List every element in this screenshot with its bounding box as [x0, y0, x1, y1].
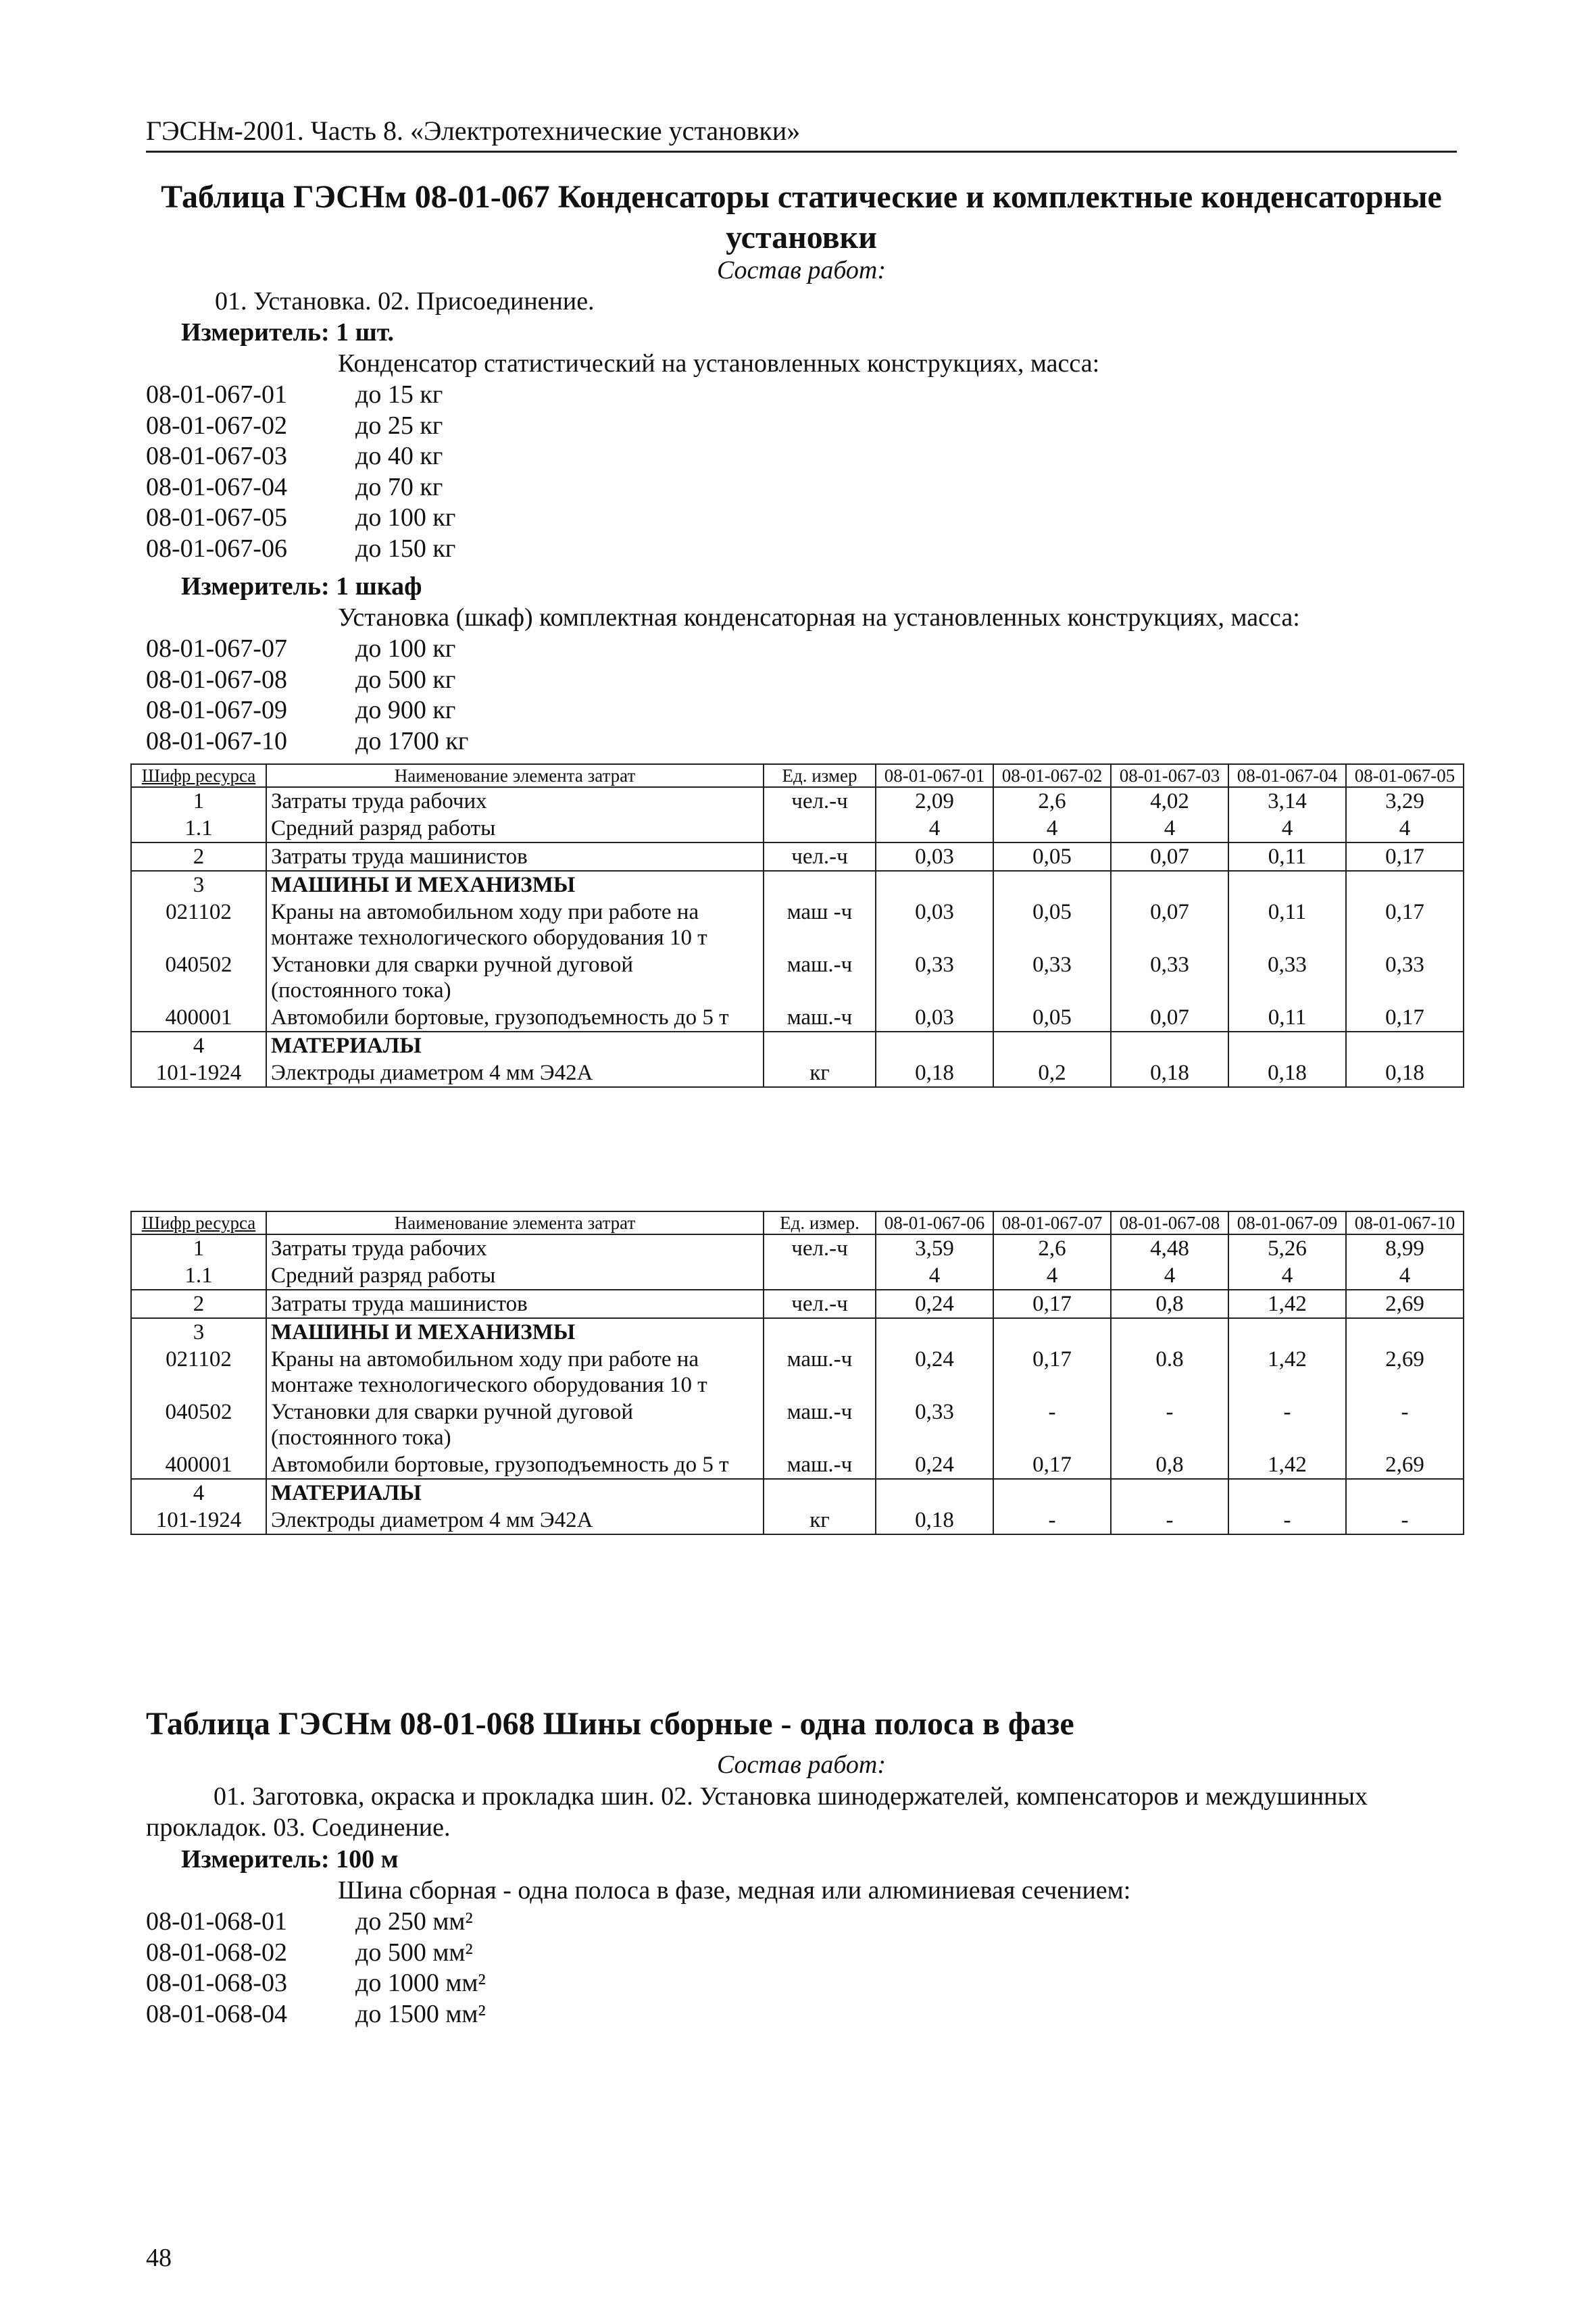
item-list-068 — [146, 1907, 486, 2030]
cell-code: 1 — [131, 1234, 266, 1262]
cell-empty — [993, 1479, 1111, 1507]
cell-value: 0,18 — [1228, 1059, 1346, 1087]
cell-value: 4,48 — [1111, 1234, 1228, 1262]
cell-value: 0,11 — [1228, 842, 1346, 871]
cell-empty — [1228, 1318, 1346, 1346]
item-text: до 500 кг — [355, 665, 456, 694]
cell-unit: маш.-ч — [764, 1004, 876, 1032]
cell-empty — [764, 1032, 876, 1059]
cell-value: 4 — [1228, 815, 1346, 842]
list-item — [146, 634, 468, 665]
composition-text-068: 01. Заготовка, окраска и прокладка шин. 02. Установка шинодержателей, компенсаторов и междушинных прокладок. 03. Соединение. — [146, 1782, 1368, 1842]
cell-empty — [1346, 1032, 1464, 1059]
cell-unit: кг — [764, 1507, 876, 1534]
description-1: Конденсатор статистический на установленных конструкциях, масса: — [338, 349, 1100, 378]
cell-value: 4 — [1228, 1262, 1346, 1290]
cell-unit: маш.-ч — [764, 1399, 876, 1451]
table-row — [131, 871, 1464, 899]
item-list-1 — [146, 380, 455, 564]
cell-value: 0.8 — [1111, 1346, 1228, 1399]
cell-name: Установки для сварки ручной дуговой (постоянного тока) — [266, 951, 764, 1004]
cell-name: МАШИНЫ И МЕХАНИЗМЫ — [266, 1318, 764, 1346]
item-text: до 100 кг — [355, 503, 456, 532]
cell-name: МАШИНЫ И МЕХАНИЗМЫ — [266, 871, 764, 899]
cell-empty — [993, 1318, 1111, 1346]
cell-value: 2,09 — [876, 787, 993, 815]
composition-label-068: Состав работ: — [716, 1751, 887, 1779]
cell-value: 0,03 — [876, 1004, 993, 1032]
cell-code: 1.1 — [131, 815, 266, 842]
list-item — [146, 1968, 486, 1999]
cell-unit: маш -ч — [764, 899, 876, 951]
item-text: до 1500 мм² — [355, 1999, 486, 2028]
item-text: до 100 кг — [355, 634, 456, 663]
cell-unit: чел.-ч — [764, 1234, 876, 1262]
cell-name: Затраты труда машинистов — [266, 1290, 764, 1318]
cell-value: 0,05 — [993, 842, 1111, 871]
cell-name: Краны на автомобильном ходу при работе на монтаже технологического оборудования 10 т — [266, 1346, 764, 1399]
cell-unit: чел.-ч — [764, 842, 876, 871]
header-unit: Ед. измер. — [764, 1211, 876, 1234]
list-item — [146, 665, 468, 696]
item-code: 08-01-068-02 — [146, 1938, 287, 1967]
cell-code: 3 — [131, 871, 266, 899]
table-row — [131, 1451, 1464, 1479]
item-code: 08-01-067-06 — [146, 534, 287, 563]
cell-value: 2,6 — [993, 1234, 1111, 1262]
table-header-row — [131, 1211, 1464, 1234]
cell-value: - — [1111, 1507, 1228, 1534]
cell-unit: маш.-ч — [764, 1346, 876, 1399]
header-code: Шифр ресурса — [131, 764, 266, 787]
cell-value: 0,07 — [1111, 842, 1228, 871]
item-code: 08-01-067-09 — [146, 696, 287, 724]
cell-unit — [764, 1262, 876, 1290]
cell-code: 040502 — [131, 1399, 266, 1451]
item-code: 08-01-067-10 — [146, 726, 287, 755]
table-row — [131, 951, 1464, 1004]
cell-name: Электроды диаметром 4 мм Э42А — [266, 1507, 764, 1534]
item-code: 08-01-067-07 — [146, 634, 287, 663]
cell-value: 0,17 — [1346, 842, 1464, 871]
cell-value: 0,11 — [1228, 1004, 1346, 1032]
header-column-code: 08-01-067-09 — [1228, 1211, 1346, 1234]
table-row — [131, 1399, 1464, 1451]
cell-value: 1,42 — [1228, 1346, 1346, 1399]
table-row — [131, 842, 1464, 871]
cell-value: 0,17 — [993, 1346, 1111, 1399]
list-item — [146, 1938, 486, 1969]
cell-value: - — [993, 1399, 1111, 1451]
table-row — [131, 1290, 1464, 1318]
cell-empty — [876, 1479, 993, 1507]
description-068: Шина сборная - одна полоса в фазе, медная или алюминиевая сечением: — [338, 1876, 1131, 1905]
cell-value: 4 — [993, 815, 1111, 842]
header-column-code: 08-01-067-10 — [1346, 1211, 1464, 1234]
table-067-title: Таблица ГЭСНм 08-01-067 Конденсаторы статические и комплектные конденсаторные установки — [161, 179, 1442, 255]
cell-empty — [1111, 1479, 1228, 1507]
cell-value: 0,24 — [876, 1346, 993, 1399]
cell-value: 0,24 — [876, 1290, 993, 1318]
composition-text-067: 01. Установка. 02. Присоединение. — [215, 287, 595, 316]
cell-empty — [1346, 871, 1464, 899]
cell-name: Средний разряд работы — [266, 1262, 764, 1290]
cell-empty — [1346, 1479, 1464, 1507]
cell-code: 3 — [131, 1318, 266, 1346]
list-item — [146, 726, 468, 757]
cell-value: 3,14 — [1228, 787, 1346, 815]
cell-value: 8,99 — [1346, 1234, 1464, 1262]
cell-name: Затраты труда рабочих — [266, 787, 764, 815]
table-row — [131, 787, 1464, 815]
list-item — [146, 534, 455, 565]
cell-value: 0,17 — [993, 1290, 1111, 1318]
cell-value: 0,03 — [876, 899, 993, 951]
list-item — [146, 441, 455, 472]
header-name: Наименование элемента затрат — [266, 764, 764, 787]
page-number: 48 — [146, 2244, 172, 2272]
item-code: 08-01-068-03 — [146, 1969, 287, 1997]
list-item — [146, 380, 455, 411]
table-row — [131, 815, 1464, 842]
cell-value: 1,42 — [1228, 1290, 1346, 1318]
cell-value: 0,03 — [876, 842, 993, 871]
cell-name: Затраты труда машинистов — [266, 842, 764, 871]
table-row — [131, 1318, 1464, 1346]
item-text: до 25 кг — [355, 411, 443, 440]
cell-name: Краны на автомобильном ходу при работе на монтаже технологического оборудования 10 т — [266, 899, 764, 951]
cell-value: 3,59 — [876, 1234, 993, 1262]
cell-code: 1.1 — [131, 1262, 266, 1290]
item-code: 08-01-067-02 — [146, 411, 287, 440]
cell-empty — [876, 1032, 993, 1059]
cell-empty — [876, 871, 993, 899]
cell-empty — [1228, 871, 1346, 899]
cell-value: 0,33 — [1228, 951, 1346, 1004]
header-column-code: 08-01-067-04 — [1228, 764, 1346, 787]
cell-code: 021102 — [131, 1346, 266, 1399]
cell-value: 0,24 — [876, 1451, 993, 1479]
cell-value: 0,8 — [1111, 1451, 1228, 1479]
item-text: до 150 кг — [355, 534, 456, 563]
list-item — [146, 1999, 486, 2030]
cell-value: 0,33 — [876, 951, 993, 1004]
cell-unit — [764, 815, 876, 842]
cell-value: 4 — [1346, 1262, 1464, 1290]
cell-name: Автомобили бортовые, грузоподъемность до 5 т — [266, 1004, 764, 1032]
cell-name: Электроды диаметром 4 мм Э42А — [266, 1059, 764, 1087]
header-column-code: 08-01-067-02 — [993, 764, 1111, 787]
header-column-code: 08-01-067-07 — [993, 1211, 1111, 1234]
cell-empty — [764, 1318, 876, 1346]
cell-value: 0,33 — [876, 1399, 993, 1451]
cell-value: 2,69 — [1346, 1451, 1464, 1479]
item-text: до 70 кг — [355, 472, 443, 501]
item-list-2 — [146, 634, 468, 757]
cell-empty — [1111, 1032, 1228, 1059]
cell-code: 1 — [131, 787, 266, 815]
meter-068: Измеритель: 100 м — [181, 1845, 399, 1873]
table-header-row — [131, 764, 1464, 787]
cell-value: 0,33 — [993, 951, 1111, 1004]
header-column-code: 08-01-067-06 — [876, 1211, 993, 1234]
cell-empty — [876, 1318, 993, 1346]
cell-value: - — [993, 1507, 1111, 1534]
cell-value: 4 — [1111, 815, 1228, 842]
cell-empty — [764, 1479, 876, 1507]
list-item — [146, 695, 468, 726]
cell-code: 040502 — [131, 951, 266, 1004]
cell-name: МАТЕРИАЛЫ — [266, 1479, 764, 1507]
cell-code: 021102 — [131, 899, 266, 951]
table-row — [131, 1032, 1464, 1059]
item-text: до 1700 кг — [355, 726, 469, 755]
table-row — [131, 1234, 1464, 1262]
cell-empty — [993, 1032, 1111, 1059]
cell-value: 0,07 — [1111, 1004, 1228, 1032]
list-item — [146, 1907, 486, 1938]
cell-code: 2 — [131, 1290, 266, 1318]
cell-value: 4 — [876, 815, 993, 842]
list-item — [146, 503, 455, 534]
cell-code: 400001 — [131, 1451, 266, 1479]
cell-code: 101-1924 — [131, 1507, 266, 1534]
cell-unit: чел.-ч — [764, 787, 876, 815]
item-code: 08-01-067-03 — [146, 442, 287, 470]
meter-2: Измеритель: 1 шкаф — [181, 572, 422, 601]
cell-value: 0,17 — [1346, 1004, 1464, 1032]
meter-1: Измеритель: 1 шт. — [181, 318, 395, 347]
table-068-title: Таблица ГЭСНм 08-01-068 Шины сборные - одна полоса в фазе — [146, 1706, 1074, 1742]
item-code: 08-01-068-04 — [146, 1999, 287, 2028]
cell-value: 0,18 — [1111, 1059, 1228, 1087]
cell-value: 2,6 — [993, 787, 1111, 815]
cost-table-2 — [130, 1211, 1464, 1535]
header-column-code: 08-01-067-03 — [1111, 764, 1228, 787]
cell-unit: маш.-ч — [764, 951, 876, 1004]
cell-code: 101-1924 — [131, 1059, 266, 1087]
cell-value: 0,18 — [1346, 1059, 1464, 1087]
header-code: Шифр ресурса — [131, 1211, 266, 1234]
list-item — [146, 472, 455, 503]
cell-name: Установки для сварки ручной дуговой (постоянного тока) — [266, 1399, 764, 1451]
cell-value: 0,33 — [1111, 951, 1228, 1004]
item-text: до 1000 мм² — [355, 1969, 486, 1997]
header-unit: Ед. измер — [764, 764, 876, 787]
cell-value: 2,69 — [1346, 1346, 1464, 1399]
cell-value: 0,18 — [876, 1059, 993, 1087]
item-text: до 15 кг — [355, 380, 443, 409]
cell-name: Средний разряд работы — [266, 815, 764, 842]
cell-value: 0,07 — [1111, 899, 1228, 951]
cell-value: 0,8 — [1111, 1290, 1228, 1318]
cell-value: 0,18 — [876, 1507, 993, 1534]
table-row — [131, 1479, 1464, 1507]
cell-unit: маш.-ч — [764, 1451, 876, 1479]
cell-empty — [1346, 1318, 1464, 1346]
cell-name: МАТЕРИАЛЫ — [266, 1032, 764, 1059]
cell-value: 4,02 — [1111, 787, 1228, 815]
cell-empty — [993, 871, 1111, 899]
composition-label-067: Состав работ: — [716, 256, 887, 284]
item-code: 08-01-068-01 — [146, 1907, 287, 1936]
table-row — [131, 1507, 1464, 1534]
cell-value: - — [1111, 1399, 1228, 1451]
list-item — [146, 411, 455, 442]
cell-value: 0,05 — [993, 899, 1111, 951]
item-code: 08-01-067-08 — [146, 665, 287, 694]
header-column-code: 08-01-067-05 — [1346, 764, 1464, 787]
cell-empty — [1228, 1032, 1346, 1059]
cell-code: 4 — [131, 1032, 266, 1059]
table-row — [131, 1346, 1464, 1399]
cell-value: 4 — [1346, 815, 1464, 842]
table-row — [131, 1059, 1464, 1087]
cell-value: 4 — [876, 1262, 993, 1290]
cell-value: 5,26 — [1228, 1234, 1346, 1262]
cell-code: 4 — [131, 1479, 266, 1507]
cell-value: 0,2 — [993, 1059, 1111, 1087]
table-row — [131, 1004, 1464, 1032]
cell-code: 2 — [131, 842, 266, 871]
cell-value: - — [1228, 1507, 1346, 1534]
table-row — [131, 899, 1464, 951]
cell-empty — [1111, 1318, 1228, 1346]
item-code: 08-01-067-05 — [146, 503, 287, 532]
item-text: до 500 мм² — [355, 1938, 473, 1967]
cell-value: 1,42 — [1228, 1451, 1346, 1479]
cell-value: 0,17 — [1346, 899, 1464, 951]
cell-value: 0,33 — [1346, 951, 1464, 1004]
cell-value: 4 — [993, 1262, 1111, 1290]
item-text: до 40 кг — [355, 442, 443, 470]
cell-empty — [1228, 1479, 1346, 1507]
cell-name: Автомобили бортовые, грузоподъемность до 5 т — [266, 1451, 764, 1479]
cell-value: - — [1228, 1399, 1346, 1451]
cell-value: 2,69 — [1346, 1290, 1464, 1318]
item-code: 08-01-067-04 — [146, 472, 287, 501]
item-code: 08-01-067-01 — [146, 380, 287, 409]
cell-name: Затраты труда рабочих — [266, 1234, 764, 1262]
header-column-code: 08-01-067-08 — [1111, 1211, 1228, 1234]
cell-value: - — [1346, 1399, 1464, 1451]
cell-value: 0,11 — [1228, 899, 1346, 951]
description-2: Установка (шкаф) комплектная конденсаторная на установленных конструкциях, масса: — [338, 603, 1300, 632]
header-column-code: 08-01-067-01 — [876, 764, 993, 787]
cell-code: 400001 — [131, 1004, 266, 1032]
table-row — [131, 1262, 1464, 1290]
cell-empty — [1111, 871, 1228, 899]
cell-value: 3,29 — [1346, 787, 1464, 815]
cell-empty — [764, 871, 876, 899]
item-text: до 250 мм² — [355, 1907, 473, 1936]
item-text: до 900 кг — [355, 696, 456, 724]
cost-table-1 — [130, 763, 1464, 1088]
cell-unit: кг — [764, 1059, 876, 1087]
cell-value: 0,17 — [993, 1451, 1111, 1479]
cell-value: 0,05 — [993, 1004, 1111, 1032]
header-name: Наименование элемента затрат — [266, 1211, 764, 1234]
cell-unit: чел.-ч — [764, 1290, 876, 1318]
running-header: ГЭСНм-2001. Часть 8. «Электротехнические установки» — [146, 115, 1457, 153]
cell-value: - — [1346, 1507, 1464, 1534]
cell-value: 4 — [1111, 1262, 1228, 1290]
